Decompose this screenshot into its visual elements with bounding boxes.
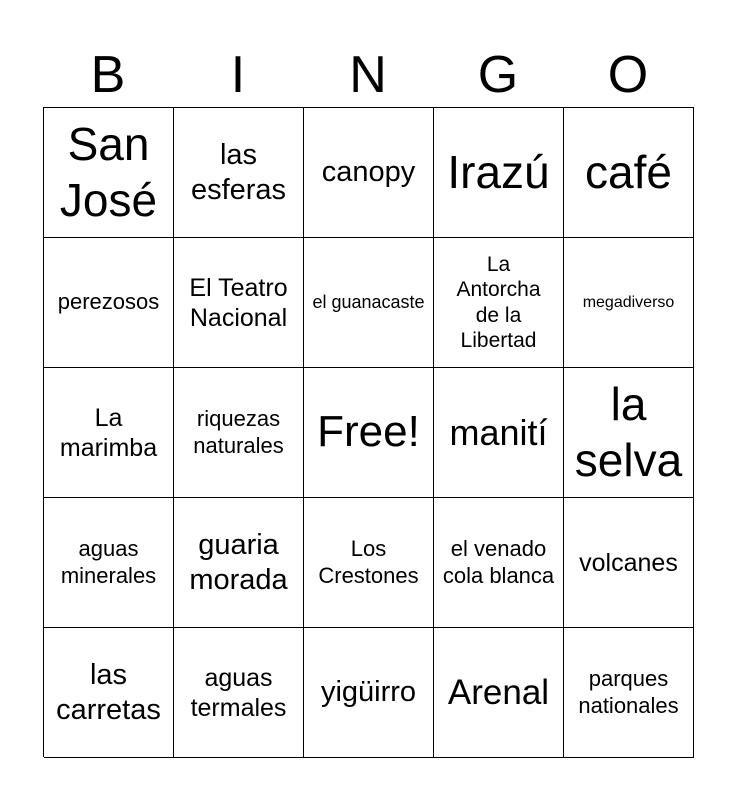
cell-text: megadiverso [582, 293, 675, 311]
cell-text: volcanes [579, 548, 678, 577]
bingo-cell-2-2[interactable] [174, 238, 304, 368]
cell-text: El Teatro Nacional [189, 273, 288, 332]
bingo-cell-2-3[interactable] [304, 238, 434, 368]
cell-text: aguas termales [190, 663, 287, 722]
bingo-cell-4-1[interactable] [44, 498, 174, 628]
cell-text: guaria morada [189, 528, 288, 596]
bingo-cell-1-3[interactable] [304, 108, 434, 238]
header-letter-n: N [349, 46, 387, 104]
header-letter-g: G [477, 46, 519, 104]
bingo-cell-4-4[interactable] [434, 498, 564, 628]
bingo-cell-3-2[interactable] [174, 368, 304, 498]
bingo-cell-2-5[interactable] [564, 238, 694, 368]
header-letter-o: O [607, 46, 649, 104]
cell-text: las esferas [190, 138, 287, 206]
cell-text: San José [59, 118, 158, 226]
bingo-cell-1-1[interactable] [44, 108, 174, 238]
cell-text: canopy [321, 156, 416, 189]
header-letter-b: B [90, 46, 126, 104]
bingo-cell-5-1[interactable] [44, 628, 174, 758]
header-letter-i: I [230, 46, 246, 104]
cell-text: La marimba [59, 403, 158, 462]
bingo-cell-1-5[interactable] [564, 108, 694, 238]
cell-text: el venado cola blanca [442, 536, 555, 588]
cell-text: las carretas [56, 658, 161, 726]
cell-text: Los Crestones [318, 536, 419, 588]
cell-text: café [585, 145, 672, 198]
bingo-cell-5-4[interactable] [434, 628, 564, 758]
cell-text: el guanacaste [312, 291, 425, 312]
cell-text: la selva [574, 378, 683, 486]
cell-text: parques nationales [578, 666, 679, 718]
cell-text: Irazú [447, 145, 550, 198]
cell-text: riquezas naturales [193, 406, 284, 458]
bingo-cell-4-2[interactable] [174, 498, 304, 628]
bingo-cell-3-5[interactable] [564, 368, 694, 498]
bingo-cell-5-3[interactable] [304, 628, 434, 758]
bingo-cell-3-1[interactable] [44, 368, 174, 498]
bingo-cell-2-4[interactable] [434, 238, 564, 368]
bingo-cell-3-4[interactable] [434, 368, 564, 498]
bingo-cell-4-3[interactable] [304, 498, 434, 628]
bingo-cell-3-3[interactable] [304, 368, 434, 498]
bingo-cell-2-1[interactable] [44, 238, 174, 368]
cell-text: yigüirro [320, 676, 417, 709]
cell-text: aguas minerales [60, 536, 157, 588]
bingo-cell-1-2[interactable] [174, 108, 304, 238]
cell-text: manití [449, 411, 548, 453]
bingo-header [43, 44, 693, 106]
bingo-cell-4-5[interactable] [564, 498, 694, 628]
cell-text: Arenal [447, 672, 550, 712]
cell-text: perezosos [57, 289, 160, 315]
bingo-cell-5-2[interactable] [174, 628, 304, 758]
bingo-cell-5-5[interactable] [564, 628, 694, 758]
cell-text: La Antorcha de la Libertad [456, 253, 541, 352]
bingo-grid [43, 107, 694, 757]
bingo-cell-1-4[interactable] [434, 108, 564, 238]
cell-text: Free! [317, 407, 420, 457]
